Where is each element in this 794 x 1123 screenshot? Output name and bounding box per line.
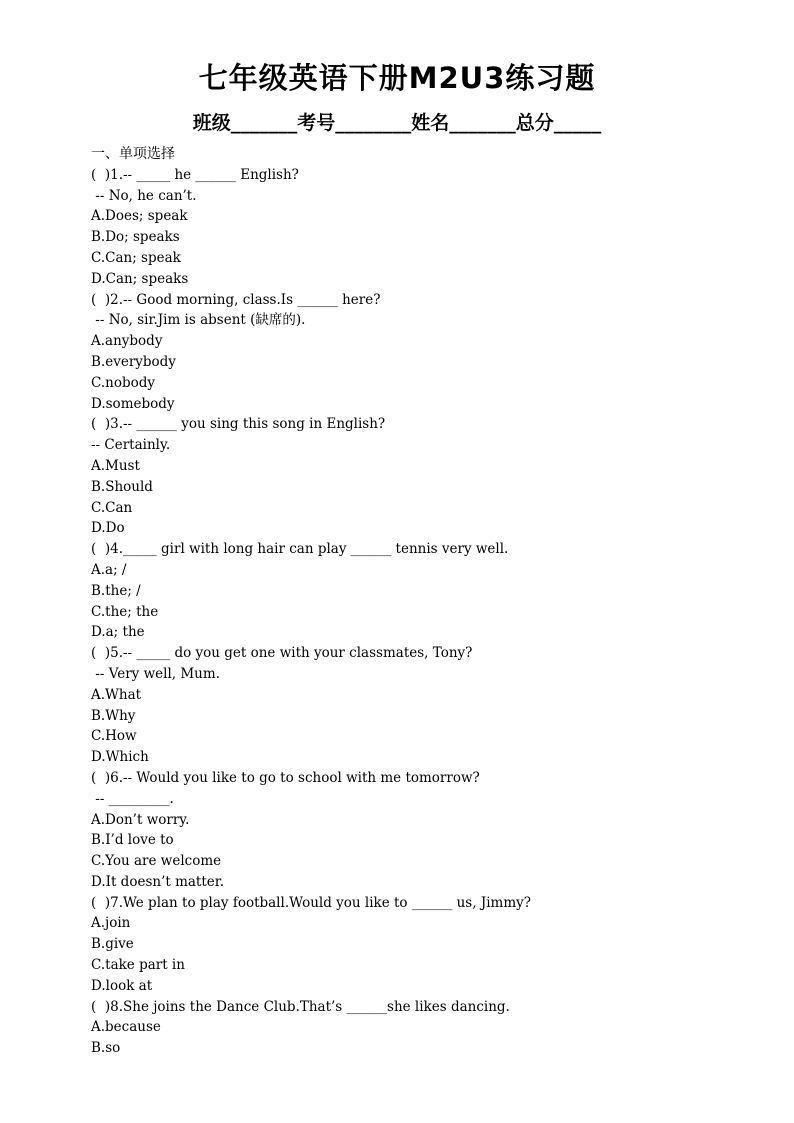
option-line: D.Which: [91, 749, 149, 766]
option-line: B.Should: [91, 478, 153, 495]
question-line: ( )8.She joins the Dance Club.That’s ______she likes dancing.: [91, 998, 510, 1015]
option-line: A.a; /: [91, 561, 127, 578]
question-line: ( )4._____ girl with long hair can play ______ tennis very well.: [91, 541, 509, 558]
option-line: B.Why: [91, 707, 136, 724]
option-line: D.Do: [91, 520, 125, 537]
question-line: -- Very well, Mum.: [91, 665, 220, 682]
question-line: ( )2.-- Good morning, class.Is ______ here?: [91, 291, 381, 308]
question-line: -- _________.: [91, 790, 174, 807]
question-line: -- No, sir.Jim is absent (缺席的).: [91, 312, 306, 329]
question-line: ( )6.-- Would you like to go to school with me tomorrow?: [91, 769, 480, 786]
option-line: C.the; the: [91, 603, 159, 620]
option-line: A.Don’t worry.: [91, 811, 190, 828]
option-line: C.How: [91, 728, 137, 745]
option-line: A.What: [91, 686, 142, 703]
option-line: B.Do; speaks: [91, 229, 180, 246]
option-line: C.nobody: [91, 374, 155, 391]
question-line: ( )7.We plan to play football.Would you like to ______ us, Jimmy?: [91, 894, 532, 911]
option-line: A.Does; speak: [91, 208, 188, 225]
option-line: B.give: [91, 936, 134, 953]
option-line: B.I’d love to: [91, 832, 174, 849]
option-line: A.Must: [91, 457, 140, 474]
question-line: -- Certainly.: [91, 437, 171, 454]
option-line: D.a; the: [91, 624, 145, 641]
option-line: C.Can: [91, 499, 133, 516]
option-line: C.You are welcome: [91, 853, 222, 870]
option-line: D.It doesn’t matter.: [91, 873, 225, 890]
option-line: A.because: [91, 1019, 161, 1036]
student-info-fields: 班级_______考号________姓名_______总分_____: [192, 112, 602, 134]
option-line: D.look at: [91, 977, 153, 994]
page-title: 七年级英语下册M2U3练习题: [198, 61, 596, 95]
option-line: B.so: [91, 1040, 121, 1057]
section-heading: 一、单项选择: [91, 146, 175, 162]
question-line: ( )5.-- _____ do you get one with your classmates, Tony?: [91, 645, 473, 662]
option-line: C.take part in: [91, 957, 185, 974]
question-list: [91, 144, 771, 1059]
option-line: A.anybody: [91, 333, 163, 350]
option-line: D.Can; speaks: [91, 270, 189, 287]
question-line: -- No, he can’t.: [91, 187, 197, 204]
question-line: ( )1.-- _____ he ______ English?: [91, 166, 299, 183]
option-line: B.the; /: [91, 582, 141, 599]
option-line: D.somebody: [91, 395, 175, 412]
question-line: ( )3.-- ______ you sing this song in English?: [91, 416, 386, 433]
option-line: B.everybody: [91, 353, 176, 370]
option-line: A.join: [91, 915, 131, 932]
option-line: C.Can; speak: [91, 249, 181, 266]
